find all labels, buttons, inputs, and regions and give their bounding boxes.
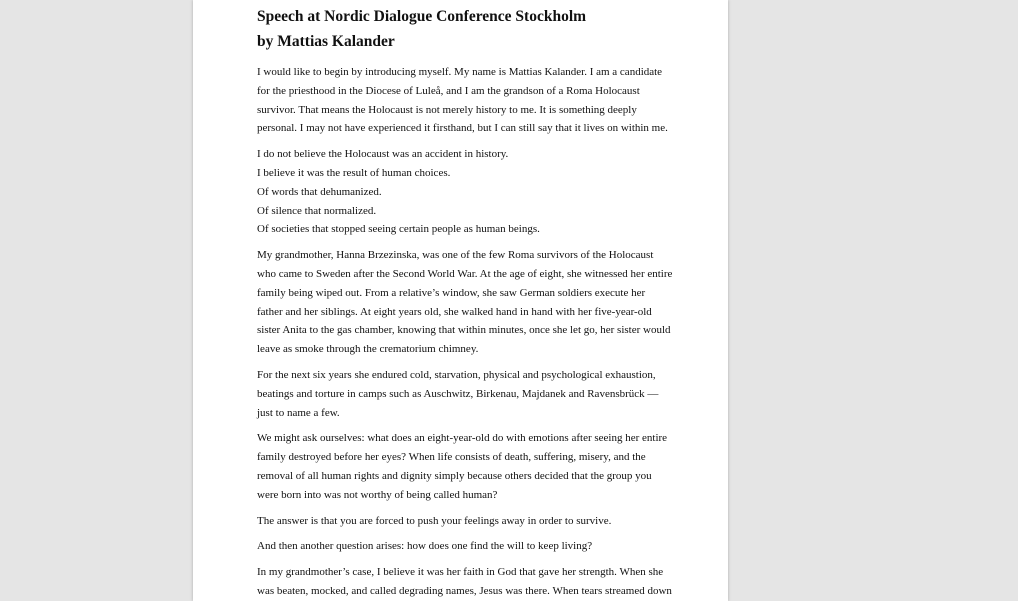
text-line: removal of all human rights and dignity simply because others decided that the group you (257, 469, 652, 482)
text-line: family destroyed before her eyes? When life consists of death, suffering, misery, and the (257, 451, 646, 464)
text-line: father and her siblings. At eight years old, she walked hand in hand with her five-year-old (257, 305, 652, 318)
text-line: for the priesthood in the Diocese of Luleå, and I am the grandson of a Roma Holocaust (257, 84, 640, 97)
text-line: who came to Sweden after the Second World War. At the age of eight, she witnessed her entire (257, 267, 673, 280)
text-line: I do not believe the Holocaust was an accident in history. (257, 148, 509, 161)
text-line: We might ask ourselves: what does an eight-year-old do with emotions after seeing her entire (257, 432, 668, 445)
paragraph (257, 366, 675, 422)
text-line: In my grandmother’s case, I believe it was her faith in God that gave her strength. When she (257, 566, 664, 579)
text-line: Of silence that normalized. (257, 204, 377, 217)
text-line: survivor. That means the Holocaust is not merely history to me. It is something deeply (257, 103, 637, 116)
text-line: I would like to begin by introducing myself. My name is Mattias Kalander. I am a candidate (257, 66, 663, 78)
document-title: Speech at Nordic Dialogue Conference Stockholm (257, 8, 587, 25)
text-line: beatings and torture in camps such as Auschwitz, Birkenau, Majdanek and Ravensbrück — (257, 387, 659, 400)
text-line: Of societies that stopped seeing certain people as human beings. (257, 223, 540, 236)
paragraph (257, 63, 675, 138)
text-line: leave as smoke through the crematorium chimney. (257, 343, 479, 356)
text-line: The answer is that you are forced to push your feelings away in order to survive. (257, 514, 612, 527)
text-line: family being wiped out. From a relative’s window, she saw German soldiers execute her (257, 286, 646, 299)
paragraph (257, 537, 675, 556)
text-line: personal. I may not have experienced it firsthand, but I can still say that it lives on within me. (257, 122, 668, 135)
paragraph (257, 145, 675, 239)
text-line: I believe it was the result of human choices. (257, 166, 451, 179)
text-line: And then another question arises: how does one find the will to keep living? (257, 540, 593, 553)
paragraph (257, 429, 675, 504)
text-line: My grandmother, Hanna Brzezinska, was one of the few Roma survivors of the Holocaust (257, 249, 654, 262)
text-line: was beaten, mocked, and called degrading names, Jesus was there. When tears streamed down (257, 584, 672, 597)
text-line: For the next six years she endured cold, starvation, physical and psychological exhaustion, (257, 368, 656, 381)
text-line: sister Anita to the gas chamber, knowing that within minutes, once she let go, her sister would (257, 324, 671, 337)
paragraph (257, 563, 675, 601)
text-line: just to name a few. (257, 406, 340, 419)
text-line: were born into was not worthy of being called human? (257, 488, 498, 501)
page-content (257, 4, 675, 601)
paragraph (257, 512, 675, 531)
speech-body (257, 63, 675, 601)
paragraph (257, 246, 675, 359)
text-line: Of words that dehumanized. (257, 185, 382, 198)
document-page (193, 0, 728, 601)
author-line: by Mattias Kalander (257, 33, 395, 50)
title-block (257, 4, 675, 54)
